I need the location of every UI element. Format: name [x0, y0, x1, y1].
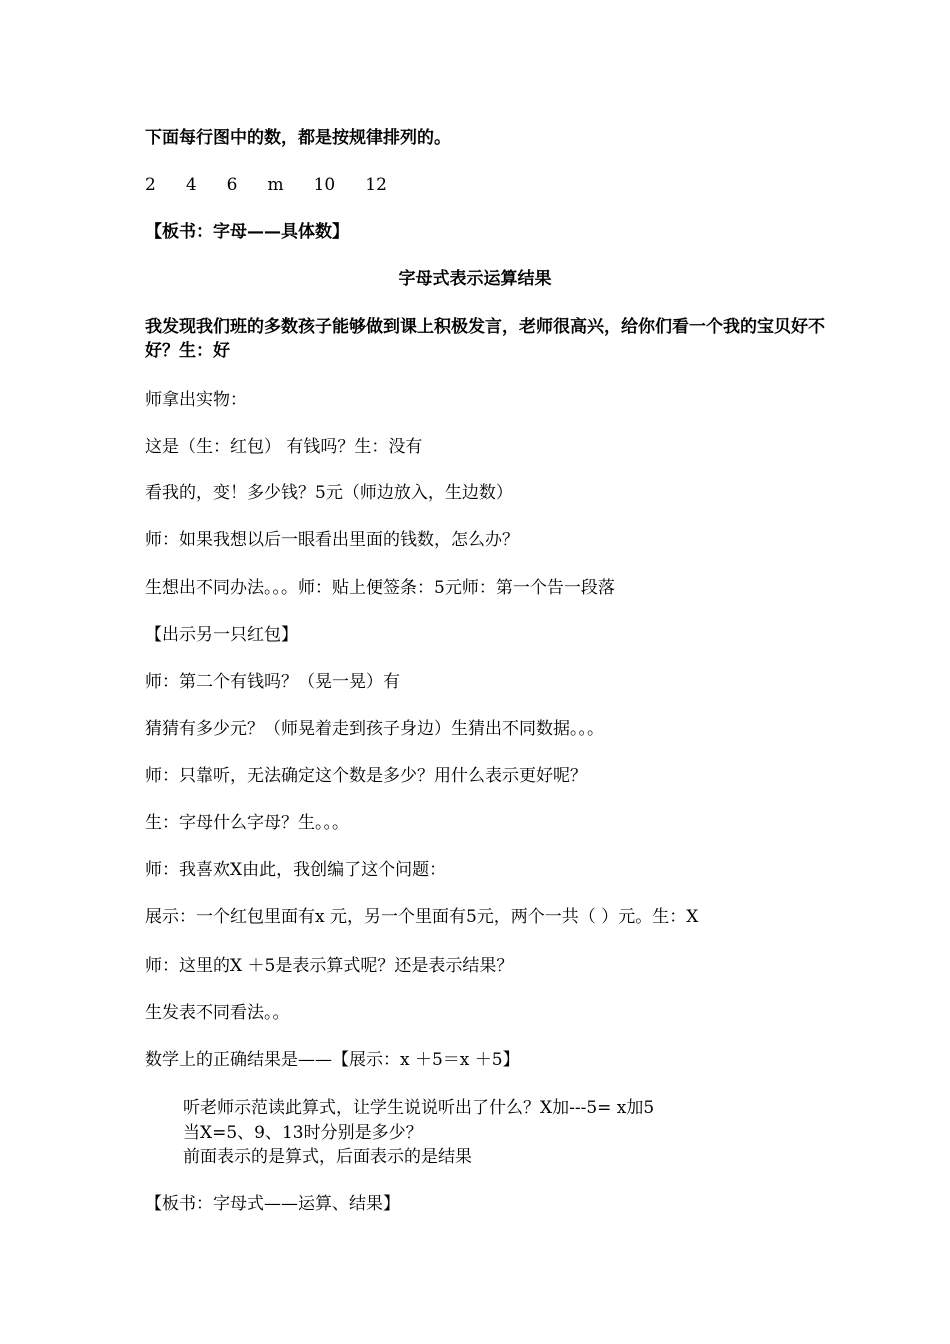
paragraph: 猜猜有多少元？（师晃着走到孩子身边）生猜出不同数据。。。	[145, 719, 604, 739]
sequence-item: 12	[365, 175, 387, 195]
indented-line: 当X=5、9、13时分别是多少？	[183, 1123, 423, 1143]
intro-paragraph: 我发现我们班的多数孩子能够做到课上积极发言，老师很高兴，给你们看一个我的宝贝好不好？生：好	[145, 317, 825, 361]
paragraph: 看我的，变！多少钱？5元（师边放入，生边数）	[145, 483, 513, 503]
intro-line: 下面每行图中的数，都是按规律排列的。	[145, 128, 451, 148]
paragraph: 这是（生：红包） 有钱吗？生：没有	[145, 437, 423, 457]
paragraph: 生想出不同办法。。。师：贴上便签条：5元师：第一个告一段落	[145, 578, 615, 598]
indented-line: 前面表示的是算式，后面表示的是结果	[183, 1147, 472, 1167]
sequence-item: 2	[145, 175, 156, 195]
sequence-item: m	[267, 175, 284, 195]
paragraph: 数学上的正确结果是——【展示：x ＋5＝x ＋5】	[145, 1050, 520, 1070]
sequence-item: 10	[313, 175, 336, 195]
paragraph: 生：字母什么字母？生。。。	[145, 813, 349, 833]
paragraph: 展示：一个红包里面有x 元，另一个里面有5元，两个一共（ ）元。生：X	[145, 907, 699, 927]
paragraph: 师：这里的X ＋5是表示算式呢？还是表示结果？	[145, 956, 514, 976]
paragraph: 师拿出实物：	[145, 390, 247, 410]
sequence-item: 4	[185, 175, 197, 195]
indented-line: 听老师示范读此算式，让学生说说听出了什么？X加---5= x加5	[183, 1098, 655, 1118]
paragraph: 师：只靠听，无法确定这个数是多少？用什么表示更好呢？	[145, 766, 587, 786]
sequence-item: 6	[226, 175, 238, 195]
paragraph: 师：我喜欢X由此，我创编了这个问题：	[145, 860, 447, 880]
section-heading: 字母式表示运算结果	[398, 269, 552, 289]
number-sequence	[145, 173, 417, 197]
board-note-1: 【板书：字母——具体数】	[145, 222, 349, 242]
paragraph: 【出示另一只红包】	[145, 625, 298, 645]
paragraph: 师：如果我想以后一眼看出里面的钱数，怎么办？	[145, 530, 519, 550]
paragraph: 师：第二个有钱吗？（晃一晃）有	[145, 672, 400, 692]
paragraph: 生发表不同看法。。	[145, 1003, 290, 1023]
board-note-2: 【板书：字母式——运算、结果】	[145, 1194, 400, 1214]
